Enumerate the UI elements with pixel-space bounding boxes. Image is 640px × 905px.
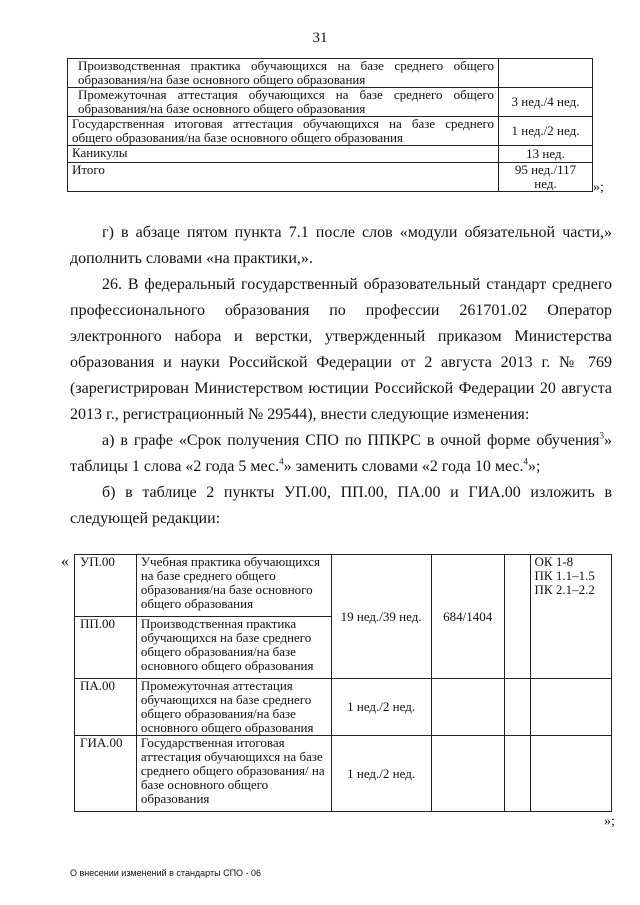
desc-cell: Промежуточная аттестация обучающихся на базе среднего общего образования/на базе основного общего образования xyxy=(136,679,331,736)
table-cell-value: 95 нед./117 нед. xyxy=(499,163,593,192)
competency-code: ПК 1.1–1.5 xyxy=(534,568,595,583)
desc-cell: Учебная практика обучающихся на базе среднего общего образования/на базе основного общего образования xyxy=(136,555,331,617)
competency-code: ПК 2.1–2.2 xyxy=(534,582,595,597)
paragraph-g: г) в абзаце пятом пункта 7.1 после слов «модули обязательной части,» дополнить словами «на практики,». xyxy=(70,224,612,267)
table-row xyxy=(68,163,593,192)
paragraph-a-text: » таблицы 1 слова «2 года 5 мес. xyxy=(70,432,612,475)
weeks-cell: 19 нед./39 нед. xyxy=(331,555,431,679)
empty-cell xyxy=(504,555,530,679)
footnote-ref: 3 xyxy=(599,430,604,441)
competency-code: ОК 1-8 xyxy=(534,554,574,569)
footnote-ref: 4 xyxy=(279,456,284,467)
table-row xyxy=(68,59,593,88)
closing-quote: »; xyxy=(604,814,615,829)
empty-cell xyxy=(530,679,611,736)
table-row xyxy=(75,679,612,736)
paragraph-a-text: а) в графе «Срок получения СПО по ППКРС в очной форме обучения xyxy=(102,432,600,449)
paragraph-a-text: » заменить словами «2 года 10 мес. xyxy=(283,458,524,475)
table-cell-value xyxy=(499,59,593,88)
opening-quote: « xyxy=(61,553,69,570)
code-cell: ПА.00 xyxy=(75,679,137,736)
empty-cell xyxy=(504,679,530,736)
table-row xyxy=(68,117,593,146)
table-cell-label: Итого xyxy=(68,163,499,192)
paragraph-b: б) в таблице 2 пункты УП.00, ПП.00, ПА.00 и ГИА.00 изложить в следующей редакции: xyxy=(70,484,612,527)
hours-cell: 684/1404 xyxy=(431,555,504,679)
empty-cell xyxy=(504,736,530,812)
table-row xyxy=(68,146,593,163)
empty-cell xyxy=(431,679,504,736)
table-cell-value: 13 нед. xyxy=(499,146,593,163)
table-cell-label: Государственная итоговая аттестация обучающихся на базе среднего общего образования/на базе основного общего образования xyxy=(68,117,499,146)
empty-cell xyxy=(431,736,504,812)
table-row xyxy=(75,736,612,812)
curriculum-table xyxy=(74,554,612,812)
desc-cell: Государственная итоговая аттестация обучающихся на базе среднего общего образования/ на базе основного общего образования xyxy=(136,736,331,812)
table-row xyxy=(68,88,593,117)
empty-cell xyxy=(530,736,611,812)
paragraph-a xyxy=(70,428,612,480)
weeks-cell: 1 нед./2 нед. xyxy=(331,736,431,812)
practice-summary-table xyxy=(67,58,593,192)
table-cell-label: Каникулы xyxy=(68,146,499,163)
table-cell-value: 3 нед./4 нед. xyxy=(499,88,593,117)
code-cell: ПП.00 xyxy=(75,617,137,679)
table-cell-label: Промежуточная аттестация обучающихся на базе среднего общего образования/на базе основного общего образования xyxy=(68,88,499,117)
competencies-cell xyxy=(530,555,611,679)
page-number: 31 xyxy=(312,30,328,46)
desc-cell: Производственная практика обучающихся на базе среднего общего образования/на базе основного общего образования xyxy=(136,617,331,679)
table-row xyxy=(75,555,612,617)
weeks-cell: 1 нед./2 нед. xyxy=(331,679,431,736)
footnote-ref: 4 xyxy=(523,456,529,467)
closing-quote: »; xyxy=(593,180,604,195)
table-cell-label: Производственная практика обучающихся на базе среднего общего образования/на базе основного общего образования xyxy=(68,59,499,88)
paragraph-a-text: »; xyxy=(528,458,541,475)
table-cell-value: 1 нед./2 нед. xyxy=(499,117,593,146)
paragraph-26: 26. В федеральный государственный образовательный стандарт среднего профессионального образования по профессии 261701.02 Оператор электронного набора и верстки, утвержденный приказом Министерства образования и науки Российской Федерации от 2 августа 2013 г. № 769 (зарегистрирован Министерством юстиции Российской Федерации 20 августа 2013 г., регистрационный № 29544), внести следующие изменения: xyxy=(70,276,612,423)
code-cell: ГИА.00 xyxy=(75,736,137,812)
code-cell: УП.00 xyxy=(75,555,137,617)
footer-note: О внесении изменений в стандарты СПО - 06 xyxy=(70,868,262,878)
